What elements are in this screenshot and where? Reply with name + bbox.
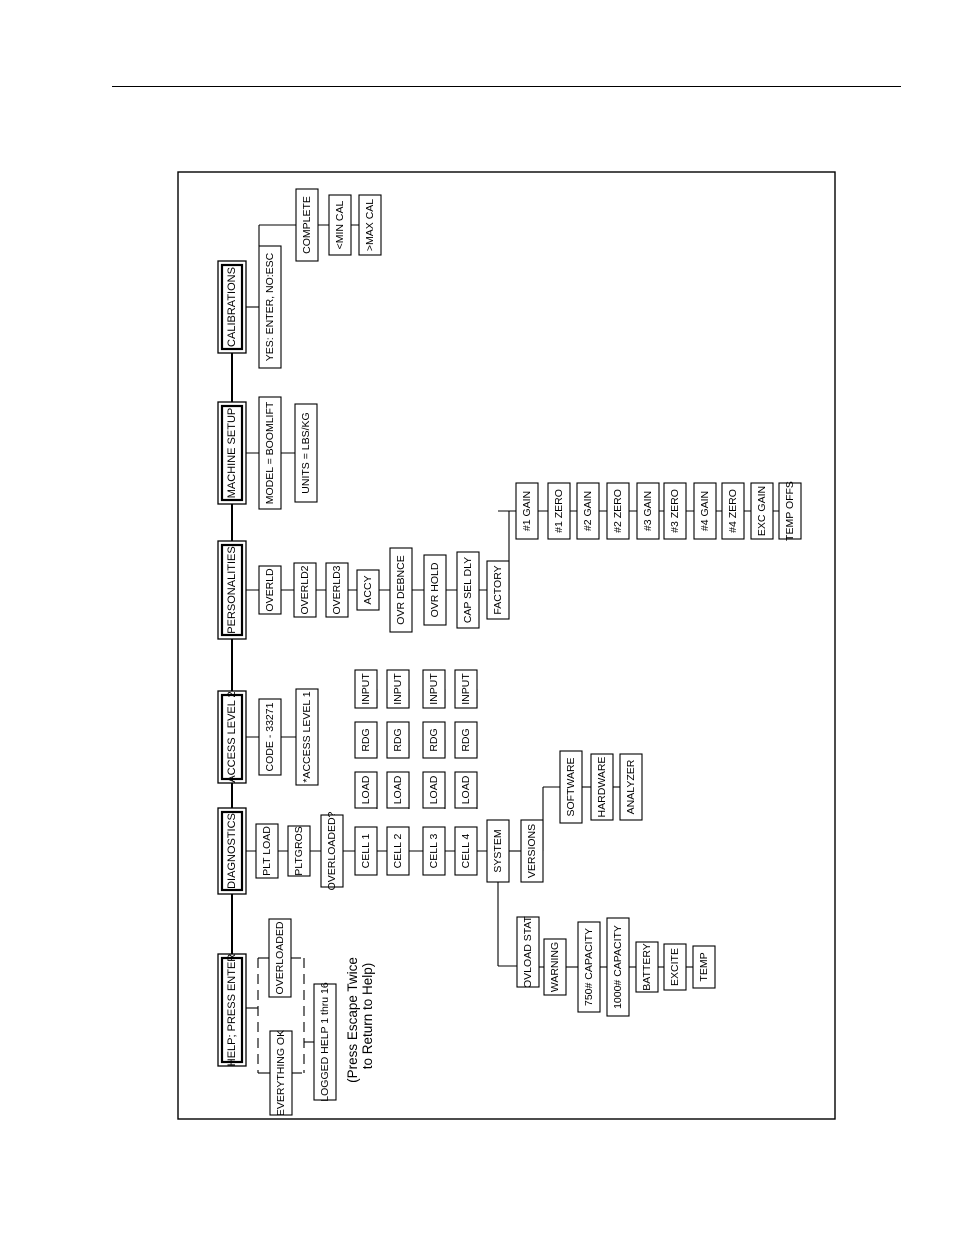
diag-rdg-2	[387, 722, 409, 758]
factory-1-gain-label: #1 GAIN	[521, 490, 533, 532]
cal-yes-enter	[259, 246, 281, 368]
diag-excite	[664, 944, 686, 990]
help-note-line-1: (Press Escape Twice	[345, 957, 360, 1083]
factory-4-zero	[722, 483, 744, 539]
help-overloaded	[269, 919, 291, 997]
pers-ovr-hold-label: OVR HOLD	[429, 562, 441, 618]
diag-analyzer-label: ANALYZER	[625, 759, 637, 815]
diag-cell-3	[423, 827, 445, 875]
diag-load-2-label: LOAD	[392, 775, 404, 805]
diag-hardware-label: HARDWARE	[596, 756, 608, 818]
diag-excite-label: EXCITE	[669, 948, 681, 986]
diag-load-2	[387, 772, 409, 808]
machine-units	[295, 404, 317, 502]
diag-input-2-label: INPUT	[392, 673, 404, 705]
pers-ovr-debnce	[390, 548, 412, 632]
factory-3-zero	[664, 483, 686, 539]
diag-load-1	[355, 772, 377, 808]
help-everything-ok	[270, 1030, 292, 1116]
diag-cell-2-label: CELL 2	[392, 833, 404, 869]
factory-4-gain-label: #4 GAIN	[699, 490, 711, 532]
diag-load-1-label: LOAD	[360, 775, 372, 805]
cal-max-cal-label: >MAX CAL	[364, 198, 376, 252]
machine-model	[259, 397, 281, 509]
cal-max-cal	[359, 195, 381, 255]
factory-1-zero	[548, 483, 570, 539]
menu-machine-setup-label: MACHINE SETUP	[226, 407, 238, 499]
factory-3-gain-label: #3 GAIN	[642, 490, 654, 532]
cal-min-cal-label: <MIN CAL	[334, 200, 346, 250]
pers-factory	[487, 561, 509, 619]
diag-input-4-label: INPUT	[460, 673, 472, 705]
diag-versions-label: VERSIONS	[526, 823, 538, 879]
diag-ovload-stat	[517, 915, 539, 988]
factory-1-zero-label: #1 ZERO	[553, 489, 565, 533]
pers-overld3-label: OVERLD3	[331, 565, 343, 615]
pers-overld	[259, 566, 281, 614]
menu-boxes	[218, 189, 801, 1116]
diag-input-3-label: INPUT	[428, 673, 440, 705]
factory-1-gain	[516, 483, 538, 539]
diag-cap-750	[578, 922, 600, 1012]
menu-machine-setup	[218, 402, 246, 504]
diag-temp	[693, 946, 715, 988]
machine-units-label: UNITS = LBS/KG	[300, 412, 312, 494]
diag-cell-2	[387, 827, 409, 875]
diag-rdg-3	[423, 722, 445, 758]
factory-2-gain	[577, 483, 599, 539]
factory-2-zero-label: #2 ZERO	[612, 489, 624, 533]
cal-yes-enter-label: YES: ENTER, NO:ESC	[264, 252, 276, 362]
pers-accy	[357, 570, 379, 610]
cal-complete	[296, 189, 318, 261]
factory-3-gain	[637, 483, 659, 539]
menu-help	[218, 954, 246, 1067]
factory-exc-gain	[751, 483, 773, 539]
cal-complete-label: COMPLETE	[301, 196, 313, 254]
factory-exc-gain-label: EXC GAIN	[756, 485, 768, 537]
pers-ovr-hold	[424, 555, 446, 625]
diag-rdg-2-label: RDG	[392, 728, 404, 752]
diag-system	[487, 820, 509, 882]
diag-rdg-1-label: RDG	[360, 728, 372, 752]
diag-plt-load	[256, 824, 278, 878]
help-logged-help-label: LOGGED HELP 1 thru 16	[319, 982, 331, 1102]
factory-3-zero-label: #3 ZERO	[669, 489, 681, 533]
menu-calibrations-label: CALIBRATIONS	[226, 267, 238, 347]
cal-min-cal	[329, 195, 351, 255]
access-level-1	[296, 689, 318, 785]
diag-input-4	[455, 670, 477, 708]
diag-system-label: SYSTEM	[492, 829, 504, 873]
pers-overld-label: OVERLD	[264, 568, 276, 612]
factory-temp-offs	[779, 481, 801, 541]
pers-overld2-label: OVERLD2	[299, 565, 311, 615]
diag-input-1	[355, 670, 377, 708]
menu-diagnostics-label: DIAGNOSTICS	[226, 813, 238, 889]
diag-battery	[636, 942, 658, 992]
menu-personalities-label: PERSONALITIES	[226, 546, 238, 634]
diag-input-2	[387, 670, 409, 708]
access-code-label: CODE - 33271	[264, 702, 276, 772]
diag-analyzer	[620, 754, 642, 820]
diag-pltgros-label: PLTGROS	[293, 826, 305, 876]
diag-overloaded-q	[321, 811, 343, 890]
help-note-line-2: to Return to Help)	[360, 962, 375, 1070]
diag-input-3	[423, 670, 445, 708]
diag-warning	[544, 939, 566, 995]
diag-load-3-label: LOAD	[428, 775, 440, 805]
menu-personalities	[218, 541, 246, 639]
factory-4-gain	[694, 483, 716, 539]
menu-calibrations	[218, 261, 246, 353]
pers-ovr-debnce-label: OVR DEBNCE	[395, 555, 407, 625]
diag-temp-label: TEMP	[698, 952, 710, 982]
diag-cap-1000-label: 1000# CAPACITY	[612, 925, 624, 1009]
diag-pltgros	[288, 826, 310, 876]
menu-access-level-2-label: ACCESS LEVEL 2	[226, 691, 238, 783]
pers-accy-label: ACCY	[362, 575, 374, 605]
diag-rdg-1	[355, 722, 377, 758]
menu-access-level-2	[218, 691, 246, 783]
diag-ovload-stat-label: OVLOAD STAT	[522, 916, 534, 988]
diag-cap-750-label: 750# CAPACITY	[583, 927, 595, 1007]
diag-overloaded-q-label: OVERLOADED?	[326, 811, 338, 891]
diag-versions	[521, 820, 543, 882]
diag-cell-1	[355, 827, 377, 875]
help-overloaded-label: OVERLOADED	[274, 921, 286, 995]
diag-hardware	[591, 754, 613, 820]
factory-2-gain-label: #2 GAIN	[582, 490, 594, 532]
pers-cap-sel-dly-label: CAP SEL DLY	[462, 556, 474, 624]
help-logged-help	[314, 982, 336, 1102]
diag-battery-label: BATTERY	[641, 943, 653, 991]
diag-software-label: SOFTWARE	[565, 757, 577, 817]
diag-cell-3-label: CELL 3	[428, 833, 440, 869]
diag-rdg-3-label: RDG	[428, 728, 440, 752]
access-level-1-label: *ACCESS LEVEL 1	[301, 691, 313, 783]
diag-cell-4	[455, 827, 477, 875]
factory-2-zero	[607, 483, 629, 539]
diag-rdg-4-label: RDG	[460, 728, 472, 752]
factory-temp-offs-label: TEMP OFFS	[784, 481, 796, 541]
pers-overld2	[294, 563, 316, 617]
diag-load-4	[455, 772, 477, 808]
diag-cell-1-label: CELL 1	[360, 833, 372, 869]
diag-cap-1000	[607, 918, 629, 1016]
help-note	[345, 957, 375, 1083]
pers-cap-sel-dly	[457, 552, 479, 628]
diag-software	[560, 751, 582, 823]
help-everything-ok-label: EVERYTHING OK	[275, 1029, 287, 1117]
diag-load-4-label: LOAD	[460, 775, 472, 805]
diag-plt-load-label: PLT LOAD	[261, 826, 273, 876]
pers-overld3	[326, 563, 348, 617]
diag-load-3	[423, 772, 445, 808]
factory-4-zero-label: #4 ZERO	[727, 489, 739, 533]
pers-factory-label: FACTORY	[492, 565, 504, 615]
diag-rdg-4	[455, 722, 477, 758]
machine-model-label: MODEL = BOOMLIFT	[264, 401, 276, 505]
access-code	[259, 699, 281, 775]
diag-warning-label: WARNING	[549, 941, 561, 993]
menu-diagnostics	[218, 808, 246, 894]
menu-help-label: HELP; PRESS ENTER	[226, 953, 238, 1067]
diag-cell-4-label: CELL 4	[460, 833, 472, 869]
diag-input-1-label: INPUT	[360, 673, 372, 705]
